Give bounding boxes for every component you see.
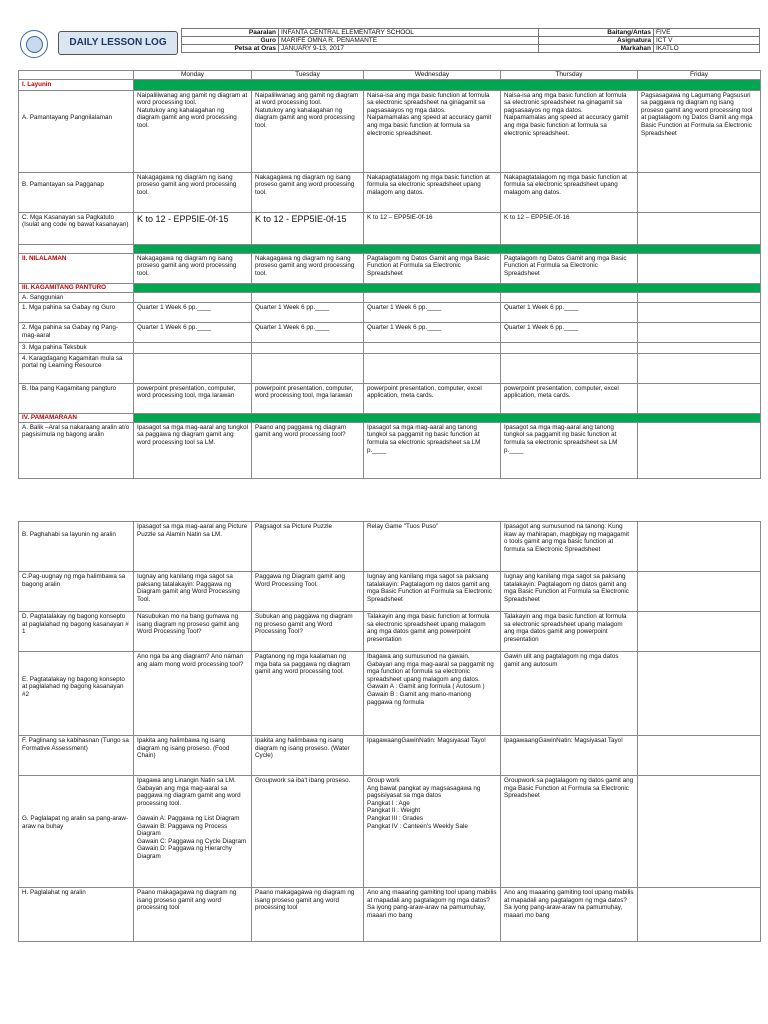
document-title: DAILY LESSON LOG (58, 31, 178, 55)
table-cell: powerpoint presentation, computer, word processing tool, mga larawan (252, 383, 364, 413)
table-row (19, 612, 761, 652)
table-row (19, 172, 761, 212)
table-cell: Gawin ulit ang pagtalagom ng mga datos gamit ang autosum (501, 652, 638, 736)
row-label: 1. Mga pahina sa Gabay ng Guro (19, 303, 134, 323)
table-cell: K to 12 – EPP5IE-0f-16 (501, 212, 638, 244)
section-label: IV. PAMAMARAAN (19, 413, 134, 422)
date-value: JANUARY 9-13, 2017 (279, 45, 539, 53)
table-cell: Quarter 1 Week 6 pp.____ (134, 323, 252, 343)
table-cell: Pagtanong ng mga kaalaman ng mga bata sa paggawa ng diagram gamit ang word processing tool. (252, 652, 364, 736)
table-row (19, 90, 761, 172)
row-label: C.Pag-uugnay ng mga halimbawa sa bagong aralin (19, 572, 134, 612)
table-row (19, 253, 761, 283)
table-row (19, 776, 761, 888)
table-cell: Iugnay ang kanilang mga sagot sa paksang tatalakayin: Pagtalagom ng datos gamit ang mga Basic Function at Formula sa Electronic Spreadsheet (364, 572, 501, 612)
table-cell: Nakapagtatalagom ng mga basic function at formula sa electronic spreadsheet upang malagom ang datos. (364, 172, 501, 212)
row-label: 2. Mga pahina sa Gabay ng Pang-mag-aaral (19, 323, 134, 343)
table-cell: Paano makagagawa ng diagram ng isang proseso gamit ang word processing tool (134, 888, 252, 942)
table-cell: Iugnay ang kanilang mga sagot sa paksang tatalakayin: Paggawa ng Diagram gamit ang Word Processing Tool. (134, 572, 252, 612)
row-label: F. Paglinang sa kabihasnan (Tungo sa Formative Assessment) (19, 736, 134, 776)
table-row (19, 212, 761, 244)
table-cell: Quarter 1 Week 6 pp.____ (501, 303, 638, 323)
section-layunin (19, 80, 761, 91)
table-cell: Subukan ang paggawa ng diagram ng proseso gamit ang Word Processing Tool? (252, 612, 364, 652)
row-label: 3. Mga pahina Teksbuk (19, 343, 134, 354)
table-row (19, 303, 761, 323)
table-cell (638, 323, 761, 343)
row-label: A. Pamantayang Pangnilalaman (19, 90, 134, 172)
day-thursday: Thursday (501, 71, 638, 80)
table-cell (638, 212, 761, 244)
table-cell: Groupwork sa pagtalagom ng datos gamit ang mga Basic Function at Formula sa Electronic Spreadsheet (501, 776, 638, 888)
table-cell: Quarter 1 Week 6 pp.____ (364, 323, 501, 343)
table-row (19, 652, 761, 736)
section-label: I. Layunin (19, 80, 134, 91)
table-cell (638, 303, 761, 323)
day-tuesday: Tuesday (252, 71, 364, 80)
row-label: E. Pagtatalakay ng bagong konsepto at paglalahad ng bagong kasanayan #2 (19, 652, 134, 736)
table-cell: Naisa-isa ang mga basic function at formula sa electronic spreadsheet na ginagamit sa pagsasaayos ng mga datos. Naipamamalas ang speed at accuracy gamit ang mga basic function at formula sa electronic spreadsheet. (364, 90, 501, 172)
table-cell: Talakayin ang mga basic function at formula sa electronic spreadsheet upang malagom ang mga datos gamit ang powerpoint presentation (501, 612, 638, 652)
table-cell: powerpoint presentation, computer, excel application, meta cards. (364, 383, 501, 413)
table-cell: Talakayin ang mga basic function at formula sa electronic spreadsheet upang malagom ang mga datos gamit ang powerpoint presentation (364, 612, 501, 652)
row-label: A. Balik –Aral sa nakaraang aralin at/o pagsisimula ng bagong aralin (19, 422, 134, 478)
table-cell: Paano ang paggawa ng diagram gamit ang word processing tool? (252, 422, 364, 478)
school-info-table (181, 28, 760, 53)
table-cell: Naipaliliwanag ang gamit ng diagram at word processing tool. Natutukoy ang kahalagahan ng diagram gamit ang word processing tool. (252, 90, 364, 172)
deped-seal-icon (20, 30, 48, 58)
table-row (19, 888, 761, 942)
table-cell (638, 253, 761, 283)
table-cell: Ano nga ba ang diagram? Ano naman ang alam mong word processing tool? (134, 652, 252, 736)
day-wednesday: Wednesday (364, 71, 501, 80)
table-cell: Group work Ang bawat pangkat ay magsasagawa ng pagsisiyasat sa mga datos Pangkat I : Age Pangkat II : Weight Pangkat III : Grades Pangkat IV : Canteen's Weekly Sale (364, 776, 501, 888)
table-cell: K to 12 - EPP5IE-0f-15 (134, 212, 252, 244)
table-cell: Ibagawa ang sumusunod na gawain. Gabayan ang mga mag-aaral sa paggamit ng mga function at formula sa electronic spreadsheet upang malagom ang datos. Gawain A : Gamit ang formula ( Autosum ) Gawain B : Gamit ang mano-manong paggawa ng formula (364, 652, 501, 736)
row-label: A. Sanggunian (19, 292, 134, 303)
school-value: INFANTA CENTRAL ELEMENTARY SCHOOL (279, 29, 539, 37)
table-cell: Pagsagot sa Picture Puzzle (252, 522, 364, 572)
table-cell: Ipasagot sa mga mag-aaral ang tanong tungkol sa paggamit ng basic function at formula sa electronic spreadsheet sa LM p.____ (501, 422, 638, 478)
day-monday: Monday (134, 71, 252, 80)
row-label: H. Paglalahat ng aralin (19, 888, 134, 942)
table-cell: Paano makagagawa ng diagram ng isang proseso gamit ang word processing tool (252, 888, 364, 942)
grade-value: FIVE (654, 29, 760, 37)
row-label: 4. Karagdagang Kagamitan mula sa portal ng Learning Resource (19, 353, 134, 383)
table-cell (638, 572, 761, 612)
row-label: C. Mga Kasanayan sa Pagkatuto (Isulat ang code ng bawat kasanayan) (19, 212, 134, 244)
quarter-label: Markahan (539, 45, 654, 53)
table-cell: IpagawaangGawinNatin: Magsiyasat Tayo! (364, 736, 501, 776)
table-cell (638, 888, 761, 942)
table-cell: Ipasagot sa mga mag-aaral ang tanong tungkol sa paggamit ng basic function at formula sa electronic spreadsheet sa LM p.____ (364, 422, 501, 478)
table-cell: Nakagagawa ng diagram ng isang proseso gamit ang word processing tool. (252, 172, 364, 212)
table-cell: Ipasagot sa mga mag-aaral ang tungkol sa paggawa ng diagram gamit ang word processing tool sa LM. (134, 422, 252, 478)
table-cell: Ipakita ang halimbawa ng isang diagram ng isang proseso. (Water Cycle) (252, 736, 364, 776)
table-cell: Relay Game "Tuos Puso" (364, 522, 501, 572)
table-cell: IpagawaangGawinNatin: Magsiyasat Tayo! (501, 736, 638, 776)
table-row (19, 736, 761, 776)
table-cell: Nakagagawa ng diagram ng isang proseso gamit ang word processing tool. (252, 253, 364, 283)
table-cell: Nakapagtatalagom ng mga basic function at formula sa electronic spreadsheet upang malagom ang datos. (501, 172, 638, 212)
section-label: II. NILALAMAN (19, 253, 134, 283)
table-cell: K to 12 – EPP5IE-0f-16 (364, 212, 501, 244)
table-cell: Ipasagot sa mga mag-aaral ang Picture Puzzle sa Alamin Natin sa LM. (134, 522, 252, 572)
table-row (19, 343, 761, 354)
table-cell: Quarter 1 Week 6 pp.____ (501, 323, 638, 343)
section-kagamitan (19, 283, 761, 292)
lesson-plan-table-2 (18, 521, 761, 942)
day-friday: Friday (638, 71, 761, 80)
table-cell: Paggawa ng Diagram gamit ang Word Processing Tool. (252, 572, 364, 612)
teacher-value: MARIFE OMNA R. PEÑAMANTE (279, 37, 539, 45)
table-cell (638, 736, 761, 776)
row-label: G. Paglalapat ng aralin sa pang-araw-araw na buhay (19, 776, 134, 888)
row-label: B. Iba pang Kagamitang pangturo (19, 383, 134, 413)
table-cell: Nasubukan mo na bang gumawa ng isang diagram ng proseso gamit ang Word Processing Tool? (134, 612, 252, 652)
table-cell: Ipakita ang halimbawa ng isang diagram ng isang proseso. (Food Chain) (134, 736, 252, 776)
subject-value: ICT V (654, 37, 760, 45)
teacher-label: Guro (182, 37, 279, 45)
table-cell (638, 522, 761, 572)
row-label: D. Pagtatalakay ng bagong konsepto at paglalahad ng bagong kasanayan # 1 (19, 612, 134, 652)
table-row (19, 572, 761, 612)
table-cell: Quarter 1 Week 6 pp.____ (252, 323, 364, 343)
section-pamamaraan (19, 413, 761, 422)
day-header-row (19, 71, 761, 80)
table-cell: Quarter 1 Week 6 pp.____ (364, 303, 501, 323)
section-spacer (19, 244, 761, 253)
table-row (19, 323, 761, 343)
table-cell: Quarter 1 Week 6 pp.____ (252, 303, 364, 323)
table-cell (638, 776, 761, 888)
table-row (19, 422, 761, 478)
subject-label: Asignatura (539, 37, 654, 45)
grade-label: Baitang/Antas (539, 29, 654, 37)
table-cell: Pagtalagom ng Datos Gamit ang mga Basic Function at Formula sa Electronic Spreadsheet (364, 253, 501, 283)
table-cell: powerpoint presentation, computer, word processing tool, mga larawan (134, 383, 252, 413)
table-cell: Iugnay ang kanilang mga sagot sa paksang tatalakayin: Pagtalagom ng datos gamit ang mga Basic Function at Formula sa Electronic Spreadsheet (501, 572, 638, 612)
quarter-value: IKATLO (654, 45, 760, 53)
table-cell (638, 172, 761, 212)
table-cell: K to 12 - EPP5IE-0f-15 (252, 212, 364, 244)
table-row (19, 353, 761, 383)
table-row (19, 292, 761, 303)
table-cell: Groupwork sa iba't ibang proseso. (252, 776, 364, 888)
table-cell: Nakagagawa ng diagram ng isang proseso gamit ang word processing tool. (134, 253, 252, 283)
table-cell: Naisa-isa ang mga basic function at formula sa electronic spreadsheet na ginagamit sa pagsasaayos ng mga datos. Naipamamalas ang speed at accuracy gamit ang mga basic function at formula sa electronic spreadsheet. (501, 90, 638, 172)
date-label: Petsa at Oras (182, 45, 279, 53)
row-label: B. Paghahabi sa layunin ng aralin (19, 522, 134, 572)
table-cell: Pagsasagawa ng Lagumang Pagsusuri sa paggawa ng diagram ng isang proseso gamit ang word processing tool at pagtalagom ng Datos Gamit ang mga Basic Function at Formula sa Electronic Spreadsheet (638, 90, 761, 172)
table-cell: Nakagagawa ng diagram ng isang proseso gamit ang word processing tool. (134, 172, 252, 212)
header (18, 28, 760, 62)
table-cell (638, 652, 761, 736)
table-cell (638, 383, 761, 413)
table-cell: Ipasagot ang sumusunod na tanong: Kung ikaw ay mahirapan, magbigay ng magagamit o tools gamit ang mga basic function at formula sa Electronic Spreadsheet (501, 522, 638, 572)
lesson-plan-table-1 (18, 70, 761, 479)
table-cell: Pagtalagom ng Datos Gamit ang mga Basic Function at Formula sa Electronic Spreadsheet (501, 253, 638, 283)
table-cell: Naipaliliwanag ang gamit ng diagram at word processing tool. Natutukoy ang kahalagahan ng diagram gamit ang word processing tool. (134, 90, 252, 172)
table-cell (638, 612, 761, 652)
table-cell: Ano ang maaaring gamiting tool upang mabilis at mapadali ang pagtalagom ng mga datos? Sa iyong pang-araw-araw na pamumuhay, maaari mo bang (364, 888, 501, 942)
table-cell (638, 422, 761, 478)
school-label: Paaralan (182, 29, 279, 37)
table-cell: Ipagawa ang Linangin Natin sa LM. Gabayan ang mga mag-aaral sa paggawa ng diagram gamit ang word processing tool. Gawain A: Paggawa ng List Diagram Gawain B: Paggawa ng Process Diagram Gawain C: Paggawa ng Cycle Diagram Gawain D: Paggawa ng Hierarchy Diagram (134, 776, 252, 888)
table-cell: Quarter 1 Week 6 pp.____ (134, 303, 252, 323)
table-cell: powerpoint presentation, computer, excel application, meta cards. (501, 383, 638, 413)
table-row (19, 522, 761, 572)
section-label: III. KAGAMITANG PANTURO (19, 283, 134, 292)
row-label: B. Pamantayan sa Pagganap (19, 172, 134, 212)
table-cell: Ano ang maaaring gamiting tool upang mabilis at mapadali ang pagtalagom ng mga datos? Sa iyong pang-araw-araw na pamumuhay, maaari mo bang (501, 888, 638, 942)
table-row (19, 383, 761, 413)
